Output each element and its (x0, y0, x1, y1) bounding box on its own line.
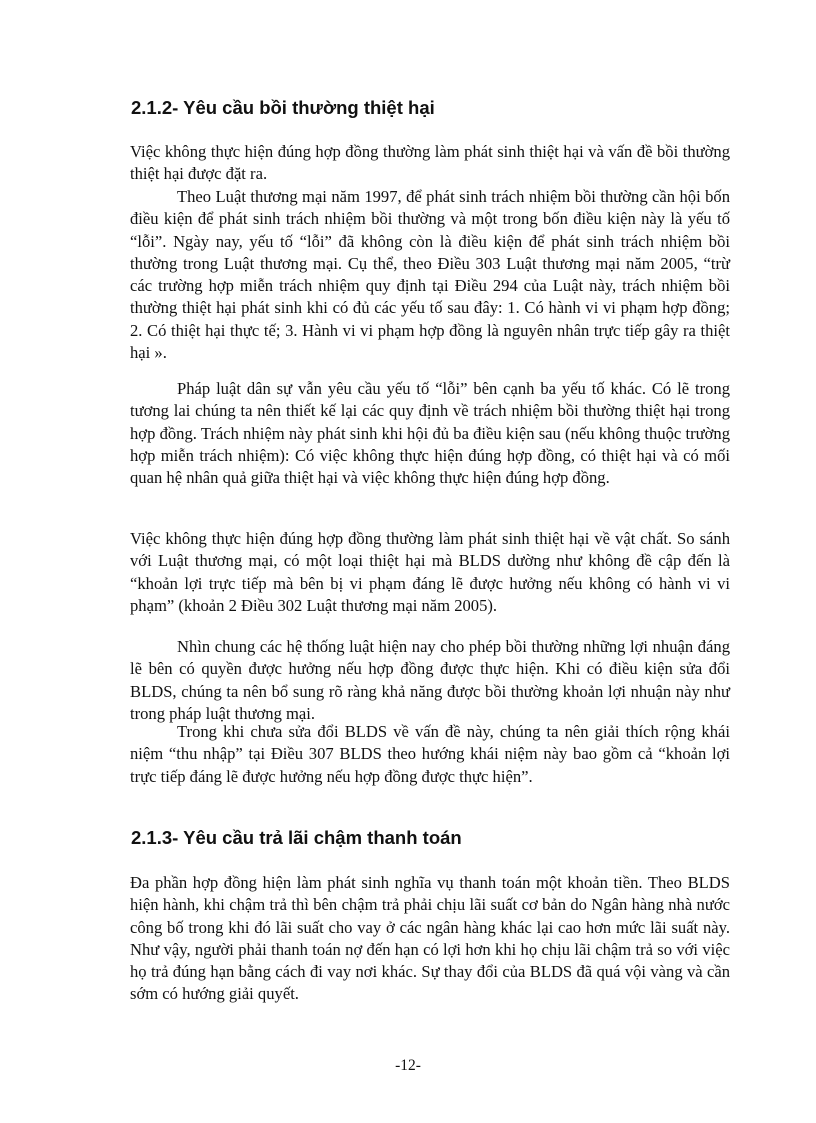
page-number: -12- (395, 1057, 421, 1074)
paragraph: Việc không thực hiện đúng hợp đồng thường làm phát sinh thiệt hại về vật chất. So sánh với Luật thương mại, có một loại thiệt hại mà BLDS dường như không đề cập đến là “khoản lợi trực tiếp mà bên bị vi phạm đáng lẽ được hưởng nếu không có hành vi vi phạm” (khoản 2 Điều 302 Luật thương mại năm 2005). (130, 529, 730, 615)
section-heading-2-1-3: 2.1.3- Yêu cầu trả lãi chậm thanh toán (131, 827, 462, 848)
paragraph: Trong khi chưa sửa đổi BLDS về vấn đề này, chúng ta nên giải thích rộng khái niệm “thu nhập” tại Điều 307 BLDS theo hướng khái niệm này bao gồm cả “khoản lợi trực tiếp đáng lẽ được hưởng nếu hợp đồng được thực hiện”. (130, 722, 730, 786)
section-heading-2-1-2: 2.1.2- Yêu cầu bồi thường thiệt hại (131, 97, 435, 118)
paragraph: Nhìn chung các hệ thống luật hiện nay cho phép bồi thường những lợi nhuận đáng lẽ bên có quyền được hưởng nếu hợp đồng được thực hiện. Khi có điều kiện sửa đổi BLDS, chúng ta nên bổ sung rõ ràng khả năng được bồi thường khoản lợi nhuận này như trong pháp luật thương mại. (130, 637, 730, 723)
paragraph: Pháp luật dân sự vẫn yêu cầu yếu tố “lỗi” bên cạnh ba yếu tố khác. Có lẽ trong tương lai chúng ta nên thiết kế lại các quy định về trách nhiệm bồi thường thiệt hại trong hợp đồng. Trách nhiệm này phát sinh khi hội đủ ba điều kiện sau (nếu không thuộc trường hợp miễn trách nhiệm): Có việc không thực hiện đúng hợp đồng, có thiệt hại và có mối quan hệ nhân quả giữa thiệt hại và việc không thực hiện đúng hợp đồng. (130, 379, 730, 488)
paragraph: Đa phần hợp đồng hiện làm phát sinh nghĩa vụ thanh toán một khoản tiền. Theo BLDS hiện hành, khi chậm trả thì bên chậm trả phải chịu lãi suất cơ bản do Ngân hàng nhà nước công bố trong khi đó lãi suất cho vay ở các ngân hàng khác lại cao hơn mức lãi suất này. Như vậy, người phải thanh toán nợ đến hạn có lợi hơn khi họ chịu lãi chậm trả so với việc họ trả đúng hạn bằng cách đi vay nơi khác. Sự thay đổi của BLDS đã quá vội vàng và cần sớm có hướng giải quyết. (130, 873, 730, 1004)
paragraph: Việc không thực hiện đúng hợp đồng thường làm phát sinh thiệt hại và vấn đề bồi thường thiệt hại được đặt ra. (130, 142, 730, 184)
paragraph: Theo Luật thương mại năm 1997, để phát sinh trách nhiệm bồi thường cần hội bốn điều kiện để phát sinh trách nhiệm bồi thường và một trong bốn điều kiện này là yếu tố “lỗi”. Ngày nay, yếu tố “lỗi” đã không còn là điều kiện để phát sinh trách nhiệm bồi thường trong Luật thương mại. Cụ thể, theo Điều 303 Luật thương mại năm 2005, “trừ các trường hợp miễn trách nhiệm quy định tại Điều 294 của Luật này, trách nhiệm bồi thường thiệt hại phát sinh khi có đủ các yếu tố sau đây: 1. Có hành vi vi phạm hợp đồng; 2. Có thiệt hại thực tế; 3. Hành vi vi phạm hợp đồng là nguyên nhân trực tiếp gây ra thiệt hại ». (130, 187, 730, 363)
